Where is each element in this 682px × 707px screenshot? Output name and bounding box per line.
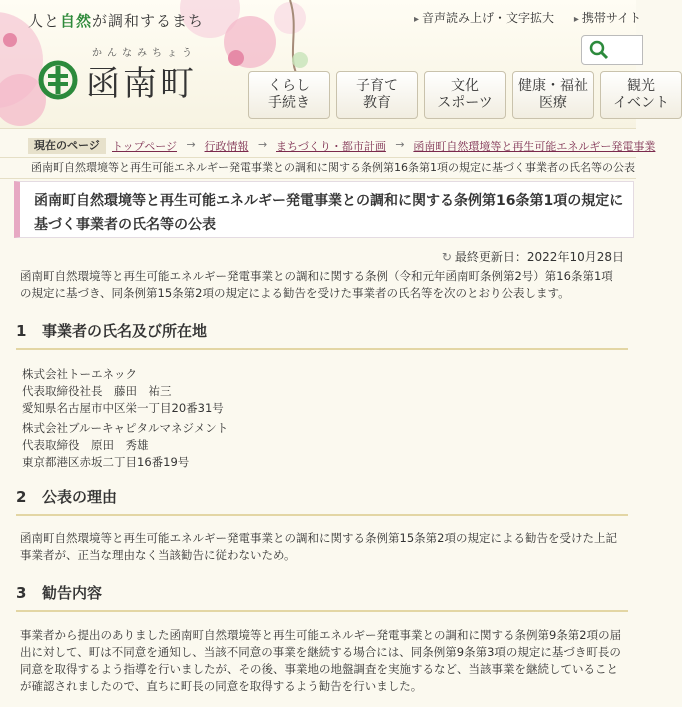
nav-health[interactable]: 健康・福祉 医療 [512,71,594,119]
company-representative: 代表取締役社長 藤田 祐三 [22,384,172,398]
current-page-label: 現在のページ [28,138,106,154]
section-heading-2: 2 公表の理由 [16,484,628,516]
nav-childcare[interactable]: 子育て 教育 [336,71,418,119]
page-title: 函南町自然環境等と再生可能エネルギー発電事業との調和に関する条例第16条第1項の規定に基づく事業者の氏名等の公表 [14,181,634,238]
breadcrumb-town-planning[interactable]: → まちづくり・都市計画 [276,140,386,153]
breadcrumb-current: 函南町自然環境等と再生可能エネルギー発電事業との調和に関する条例第16条第1項の規定に基づく事業者の氏名等の公表 [0,157,636,179]
breadcrumb-top[interactable]: トップページ [112,140,178,153]
town-emblem-icon[interactable] [38,60,78,100]
section-heading-3: 3 勧告内容 [16,580,628,612]
nav-culture[interactable]: 文化 スポーツ [424,71,506,119]
company-1 [22,366,224,417]
search-button[interactable] [581,35,643,65]
company-address: 東京都港区赤坂二丁目16番19号 [22,455,190,469]
refresh-icon: ↻ [441,250,452,264]
reason-text: 函南町自然環境等と再生可能エネルギー発電事業との調和に関する条例第15条第2項の規定による勧告を受けた上記事業者が、正当な理由なく当該勧告に従わないため。 [20,531,617,562]
company-name: 株式会社トーエネック [22,367,137,381]
recommendation-text: 事業者から提出のありました函南町自然環境等と再生可能エネルギー発電事業との調和に関する条例第9条第2項の届出に対して、町は不同意を通知し、当該不同意の事業を継続する場合には、同条例第9条第3項の規定に基づき町長の同意を取得するよう指導を行いましたが、その後、事業地の地盤調査を実施するなど、当該事業を継続していることが確認されましたので、直ちに町長の同意を取得するよう勧告を行いました。 [20,628,622,693]
speech-readout-link[interactable]: ▸ 音声読み上げ・文字拡大 [414,9,554,26]
breadcrumb-administration[interactable]: → 行政情報 [205,140,249,153]
search-icon [589,40,609,60]
utility-links [414,9,657,26]
mobile-site-link[interactable]: ▸ 携帯サイト [574,9,641,26]
section-heading-1: 1 事業者の氏名及び所在地 [16,318,628,350]
breadcrumb-renewable-energy[interactable]: → 函南町自然環境等と再生可能エネルギー発電事業 [413,140,655,153]
site-header [0,0,669,128]
nav-tourism[interactable]: 観光 イベント [600,71,682,119]
company-2 [22,420,228,471]
site-logo-text[interactable]: 函南町 [86,64,197,104]
last-updated: ↻ 最終更新日：2022年10月28日 [441,250,624,264]
breadcrumb-links [112,138,679,154]
breadcrumb [0,128,656,179]
nav-living[interactable]: くらし 手続き [248,71,330,119]
company-name: 株式会社ブルーキャピタルマネジメント [22,421,229,435]
logo-ruby: かんなみちょう [92,48,197,59]
site-tagline: 人と自然が調和するまち [28,12,205,30]
company-representative: 代表取締役 原田 秀雄 [22,438,149,452]
company-address: 愛知県名古屋市中区栄一丁目20番31号 [22,401,224,415]
intro-text: 函南町自然環境等と再生可能エネルギー発電事業との調和に関する条例（令和元年函南町条例第2号）第16条第1項の規定に基づき、同条例第15条第2項の規定による勧告を受けた事業者の氏名等を次のとおり公表します。 [20,269,613,300]
